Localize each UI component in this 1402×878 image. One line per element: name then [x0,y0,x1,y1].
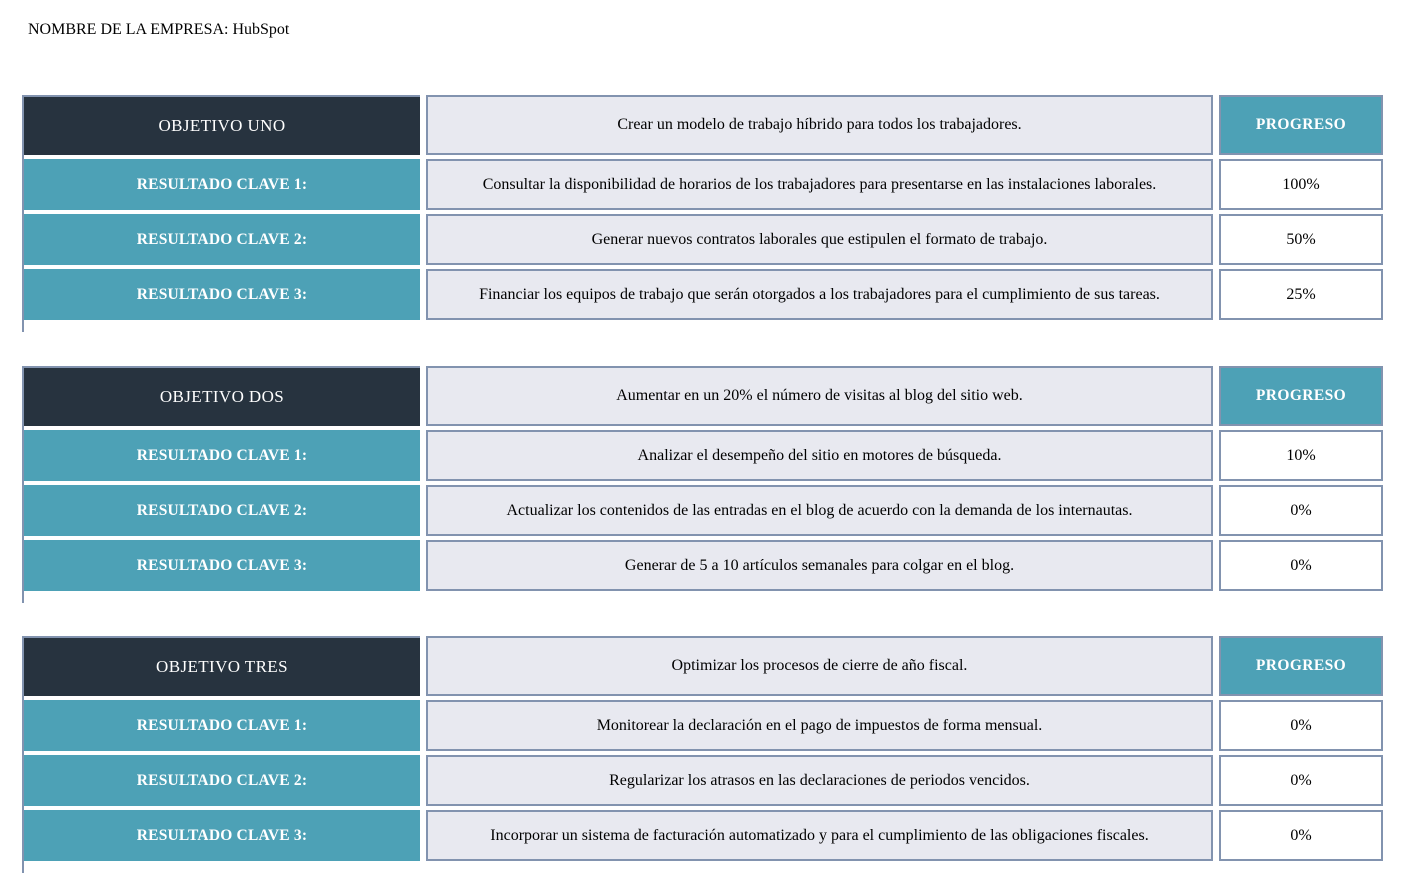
key-result-text-cell: Consultar la disponibilidad de horarios de los trabajadores para presentarse en las instalaciones laborales. [426,159,1213,210]
key-result-text-cell: Generar de 5 a 10 artículos semanales para colgar en el blog. [426,540,1213,591]
progress-value-cell: 0% [1219,485,1383,536]
key-result-text-cell: Incorporar un sistema de facturación automatizado y para el cumplimiento de las obligaciones fiscales. [426,810,1213,861]
objective-text-cell: Optimizar los procesos de cierre de año fiscal. [426,636,1213,696]
objective-text-cell: Aumentar en un 20% el número de visitas al blog del sitio web. [426,366,1213,426]
progress-value-cell: 0% [1219,700,1383,751]
progress-value-cell: 0% [1219,810,1383,861]
key-result-text-cell: Actualizar los contenidos de las entradas en el blog de acuerdo con la demanda de los internautas. [426,485,1213,536]
key-result-text-cell: Analizar el desempeño del sitio en motores de búsqueda. [426,430,1213,481]
progress-value-cell: 0% [1219,755,1383,806]
okr-grid [22,636,1383,861]
okr-table-objective-three [22,636,1383,861]
key-result-text-cell: Monitorear la declaración en el pago de impuestos de forma mensual. [426,700,1213,751]
key-result-label-cell: RESULTADO CLAVE 1: [24,159,420,210]
key-result-label-cell: RESULTADO CLAVE 2: [24,485,420,536]
company-name-line: NOMBRE DE LA EMPRESA: HubSpot [28,21,290,38]
progress-value-cell: 50% [1219,214,1383,265]
key-result-label-cell: RESULTADO CLAVE 3: [24,810,420,861]
key-result-label-cell: RESULTADO CLAVE 1: [24,700,420,751]
key-result-label-cell: RESULTADO CLAVE 3: [24,269,420,320]
progress-header-cell: PROGRESO [1219,366,1383,426]
key-result-label-cell: RESULTADO CLAVE 2: [24,214,420,265]
progress-value-cell: 100% [1219,159,1383,210]
okr-grid [22,95,1383,320]
key-result-text-cell: Financiar los equipos de trabajo que serán otorgados a los trabajadores para el cumplimiento de sus tareas. [426,269,1213,320]
key-result-label-cell: RESULTADO CLAVE 2: [24,755,420,806]
objective-text-cell: Crear un modelo de trabajo híbrido para todos los trabajadores. [426,95,1213,155]
progress-header-cell: PROGRESO [1219,95,1383,155]
key-result-label-cell: RESULTADO CLAVE 3: [24,540,420,591]
progress-value-cell: 0% [1219,540,1383,591]
key-result-label-cell: RESULTADO CLAVE 1: [24,430,420,481]
okr-table-objective-two [22,366,1383,591]
okr-table-objective-one [22,95,1383,320]
progress-value-cell: 25% [1219,269,1383,320]
progress-value-cell: 10% [1219,430,1383,481]
okr-grid [22,366,1383,591]
objective-title-cell: OBJETIVO UNO [24,95,420,155]
progress-header-cell: PROGRESO [1219,636,1383,696]
objective-title-cell: OBJETIVO DOS [24,366,420,426]
key-result-text-cell: Generar nuevos contratos laborales que estipulen el formato de trabajo. [426,214,1213,265]
key-result-text-cell: Regularizar los atrasos en las declaraciones de periodos vencidos. [426,755,1213,806]
objective-title-cell: OBJETIVO TRES [24,636,420,696]
